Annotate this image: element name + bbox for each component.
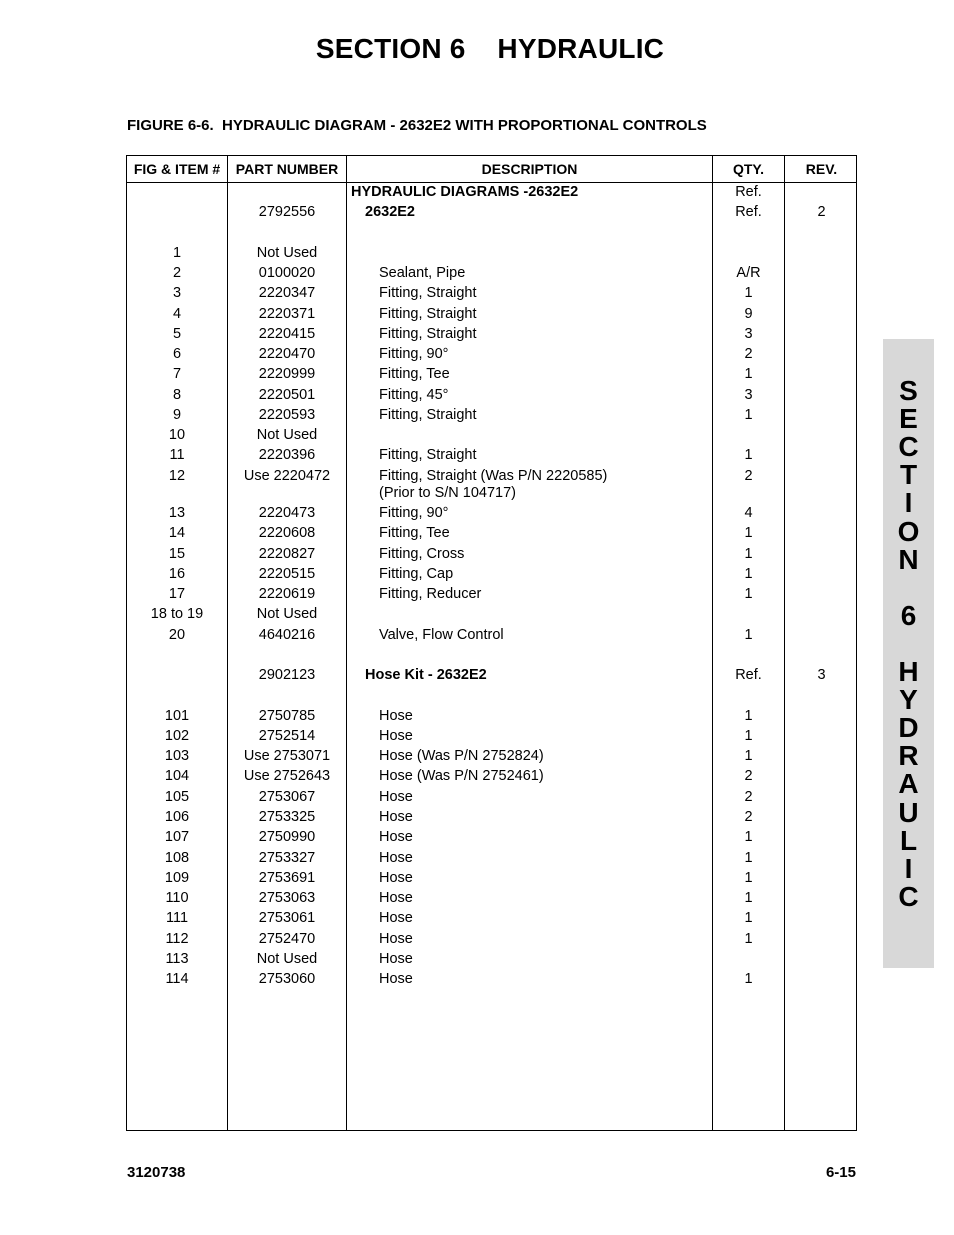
cell-description: Hose xyxy=(379,870,413,886)
cell-qty: Ref. xyxy=(735,204,762,220)
cell-description: Hose xyxy=(379,931,413,947)
cell-rev: 2 xyxy=(817,204,826,220)
figure-title: FIGURE 6-6. HYDRAULIC DIAGRAM - 2632E2 WITH PROPORTIONAL CONTROLS xyxy=(127,117,707,134)
cell-part-number: 2220371 xyxy=(258,306,316,322)
cell-item: 106 xyxy=(164,809,190,825)
side-tab-letter: S xyxy=(899,375,918,406)
side-tab-letter: I xyxy=(904,487,913,519)
header-qty: QTY. xyxy=(732,161,765,177)
cell-qty: 3 xyxy=(744,387,753,403)
cell-part-number: 2750990 xyxy=(258,829,316,845)
cell-qty: 1 xyxy=(744,910,753,926)
cell-item: 112 xyxy=(165,931,189,947)
side-tab-letter: U xyxy=(898,796,919,828)
cell-qty: 3 xyxy=(744,326,753,342)
cell-qty: 1 xyxy=(744,870,753,886)
cell-item: 15 xyxy=(168,546,186,562)
header-description: DESCRIPTION xyxy=(481,161,578,177)
cell-qty: 2 xyxy=(744,809,753,825)
cell-part-number: 2220515 xyxy=(258,566,316,582)
cell-part-number: Not Used xyxy=(256,606,318,622)
cell-qty: 1 xyxy=(744,829,753,845)
cell-part-number: 2220619 xyxy=(258,586,316,602)
cell-item: 18 to 19 xyxy=(150,606,204,622)
cell-part-number: 2753327 xyxy=(258,850,316,866)
section-side-tab xyxy=(883,339,934,968)
cell-description-continued: (Prior to S/N 104717) xyxy=(379,485,517,501)
cell-qty: 2 xyxy=(744,768,753,784)
cell-qty: 1 xyxy=(744,971,753,987)
cell-item: 20 xyxy=(168,627,186,643)
cell-description: Hose xyxy=(379,809,413,825)
cell-qty: 1 xyxy=(744,525,753,541)
side-tab-letter: C xyxy=(898,431,919,463)
cell-item: 103 xyxy=(164,748,190,764)
cell-description: Fitting, Straight xyxy=(379,306,477,322)
cell-description: Fitting, Straight (Was P/N 2220585) xyxy=(379,468,608,484)
cell-part-number: 2220827 xyxy=(258,546,316,562)
cell-description: Fitting, Straight xyxy=(379,407,477,423)
cell-rev: 3 xyxy=(817,667,826,683)
cell-part-number: 2220608 xyxy=(258,525,316,541)
section-title: SECTION 6 HYDRAULIC xyxy=(315,33,665,64)
cell-description: Fitting, Straight xyxy=(379,447,477,463)
cell-part-number: 4640216 xyxy=(258,627,316,643)
cell-item: 9 xyxy=(172,407,182,423)
cell-description: Fitting, Tee xyxy=(379,366,450,382)
cell-qty: 1 xyxy=(744,748,753,764)
cell-qty: Ref. xyxy=(735,667,762,683)
cell-part-number: 2753325 xyxy=(258,809,316,825)
cell-qty: 1 xyxy=(744,366,753,382)
cell-item: 111 xyxy=(165,910,189,926)
cell-part-number: 0100020 xyxy=(258,265,316,281)
cell-qty: 1 xyxy=(744,546,753,562)
cell-description: Hose xyxy=(379,850,413,866)
cell-qty: 2 xyxy=(744,468,753,484)
header-part-number: PART NUMBER xyxy=(235,161,339,177)
header-divider xyxy=(127,182,856,183)
cell-qty: 1 xyxy=(744,850,753,866)
cell-qty: 2 xyxy=(744,789,753,805)
cell-description: Hose xyxy=(379,910,413,926)
cell-description: Fitting, Reducer xyxy=(379,586,482,602)
cell-qty: 1 xyxy=(744,708,753,724)
cell-qty: 4 xyxy=(744,505,753,521)
cell-item: 16 xyxy=(168,566,186,582)
cell-part-number: Use 2753071 xyxy=(243,748,331,764)
cell-description: Valve, Flow Control xyxy=(379,627,504,643)
cell-item: 6 xyxy=(172,346,182,362)
cell-description: 2632E2 xyxy=(365,204,415,220)
cell-description: Sealant, Pipe xyxy=(379,265,466,281)
column-divider xyxy=(784,156,785,1130)
cell-part-number: Not Used xyxy=(256,951,318,967)
cell-part-number: 2220593 xyxy=(258,407,316,423)
cell-description: Hose xyxy=(379,971,413,987)
cell-item: 13 xyxy=(168,505,186,521)
side-tab-letter: E xyxy=(899,403,918,435)
cell-qty: 2 xyxy=(744,346,753,362)
cell-description: Fitting, 90° xyxy=(379,505,449,521)
cell-qty: 1 xyxy=(744,566,753,582)
cell-description: Hose xyxy=(379,951,413,967)
cell-qty: 1 xyxy=(744,407,753,423)
cell-part-number: 2752514 xyxy=(258,728,316,744)
cell-item: 8 xyxy=(172,387,182,403)
cell-item: 5 xyxy=(172,326,182,342)
cell-part-number: 2220501 xyxy=(258,387,316,403)
cell-description: Hose xyxy=(379,789,413,805)
side-tab-letter: T xyxy=(899,459,918,491)
document-number: 3120738 xyxy=(127,1164,186,1181)
page-number: 6-15 xyxy=(825,1164,856,1181)
cell-description: Hose xyxy=(379,890,413,906)
cell-item: 110 xyxy=(165,890,189,906)
cell-part-number: 2220415 xyxy=(258,326,316,342)
cell-description: Fitting, Straight xyxy=(379,285,477,301)
cell-item: 113 xyxy=(165,951,189,967)
cell-item: 12 xyxy=(168,468,186,484)
cell-item: 7 xyxy=(172,366,182,382)
side-tab-letter: A xyxy=(898,768,919,800)
cell-part-number: 2753061 xyxy=(258,910,316,926)
cell-item: 11 xyxy=(169,447,185,463)
cell-item: 4 xyxy=(172,306,182,322)
cell-description: Hose xyxy=(379,708,413,724)
cell-qty: 1 xyxy=(744,285,753,301)
cell-part-number: 2750785 xyxy=(258,708,316,724)
cell-item: 10 xyxy=(168,427,186,443)
cell-qty: A/R xyxy=(736,265,761,281)
cell-part-number: Use 2752643 xyxy=(243,768,331,784)
cell-part-number: 2753691 xyxy=(258,870,316,886)
parts-table xyxy=(126,155,857,1131)
cell-item: 104 xyxy=(164,768,190,784)
cell-item: 2 xyxy=(172,265,182,281)
header-rev: REV. xyxy=(805,161,838,177)
cell-qty: 1 xyxy=(744,890,753,906)
cell-description: Hose xyxy=(379,728,413,744)
cell-item: 17 xyxy=(168,586,186,602)
side-tab-letter: Y xyxy=(899,684,918,716)
cell-item: 107 xyxy=(164,829,190,845)
cell-item: 105 xyxy=(164,789,190,805)
cell-description: Fitting, 45° xyxy=(379,387,449,403)
cell-item: 114 xyxy=(165,971,189,987)
cell-part-number: 2220473 xyxy=(258,505,316,521)
side-tab-letter: H xyxy=(898,656,919,687)
cell-part-number: 2792556 xyxy=(258,204,316,220)
cell-description: Hose Kit - 2632E2 xyxy=(365,667,487,683)
cell-item: 14 xyxy=(168,525,186,541)
cell-description: HYDRAULIC DIAGRAMS -2632E2 xyxy=(351,184,579,200)
cell-item: 101 xyxy=(164,708,190,724)
cell-part-number: 2902123 xyxy=(258,667,316,683)
side-tab-letter: R xyxy=(898,740,919,772)
cell-qty: 1 xyxy=(744,728,753,744)
cell-description: Hose (Was P/N 2752824) xyxy=(379,748,544,764)
side-tab-letter: D xyxy=(898,712,919,744)
cell-qty: Ref. xyxy=(735,184,762,200)
cell-description: Hose (Was P/N 2752461) xyxy=(379,768,544,784)
cell-part-number: 2752470 xyxy=(258,931,316,947)
cell-part-number: 2220347 xyxy=(258,285,316,301)
cell-part-number: Not Used xyxy=(256,427,318,443)
cell-item: 1 xyxy=(172,245,182,261)
cell-part-number: 2753063 xyxy=(258,890,316,906)
cell-item: 108 xyxy=(164,850,190,866)
cell-qty: 1 xyxy=(744,627,753,643)
cell-description: Hose xyxy=(379,829,413,845)
side-tab-letter: 6 xyxy=(900,599,917,631)
cell-part-number: 2753060 xyxy=(258,971,316,987)
cell-part-number: Not Used xyxy=(256,245,318,261)
cell-description: Fitting, Cap xyxy=(379,566,454,582)
side-tab-letter: C xyxy=(898,880,919,912)
cell-item: 102 xyxy=(164,728,190,744)
cell-description: Fitting, Tee xyxy=(379,525,450,541)
side-tab-letter: O xyxy=(897,515,920,547)
cell-description: Fitting, 90° xyxy=(379,346,449,362)
header-item: FIG & ITEM # xyxy=(133,161,221,177)
cell-qty: 1 xyxy=(744,931,753,947)
side-tab-letter: I xyxy=(904,852,913,884)
cell-qty: 1 xyxy=(744,447,753,463)
cell-part-number: 2220396 xyxy=(258,447,316,463)
cell-item: 3 xyxy=(172,285,182,301)
cell-description: Fitting, Straight xyxy=(379,326,477,342)
side-tab-letter: L xyxy=(899,824,918,856)
cell-part-number: Use 2220472 xyxy=(243,468,331,484)
cell-part-number: 2220999 xyxy=(258,366,316,382)
cell-qty: 9 xyxy=(744,306,753,322)
cell-part-number: 2753067 xyxy=(258,789,316,805)
cell-item: 109 xyxy=(164,870,190,886)
cell-part-number: 2220470 xyxy=(258,346,316,362)
cell-qty: 1 xyxy=(744,586,753,602)
side-tab-letter: N xyxy=(898,543,919,575)
cell-description: Fitting, Cross xyxy=(379,546,465,562)
